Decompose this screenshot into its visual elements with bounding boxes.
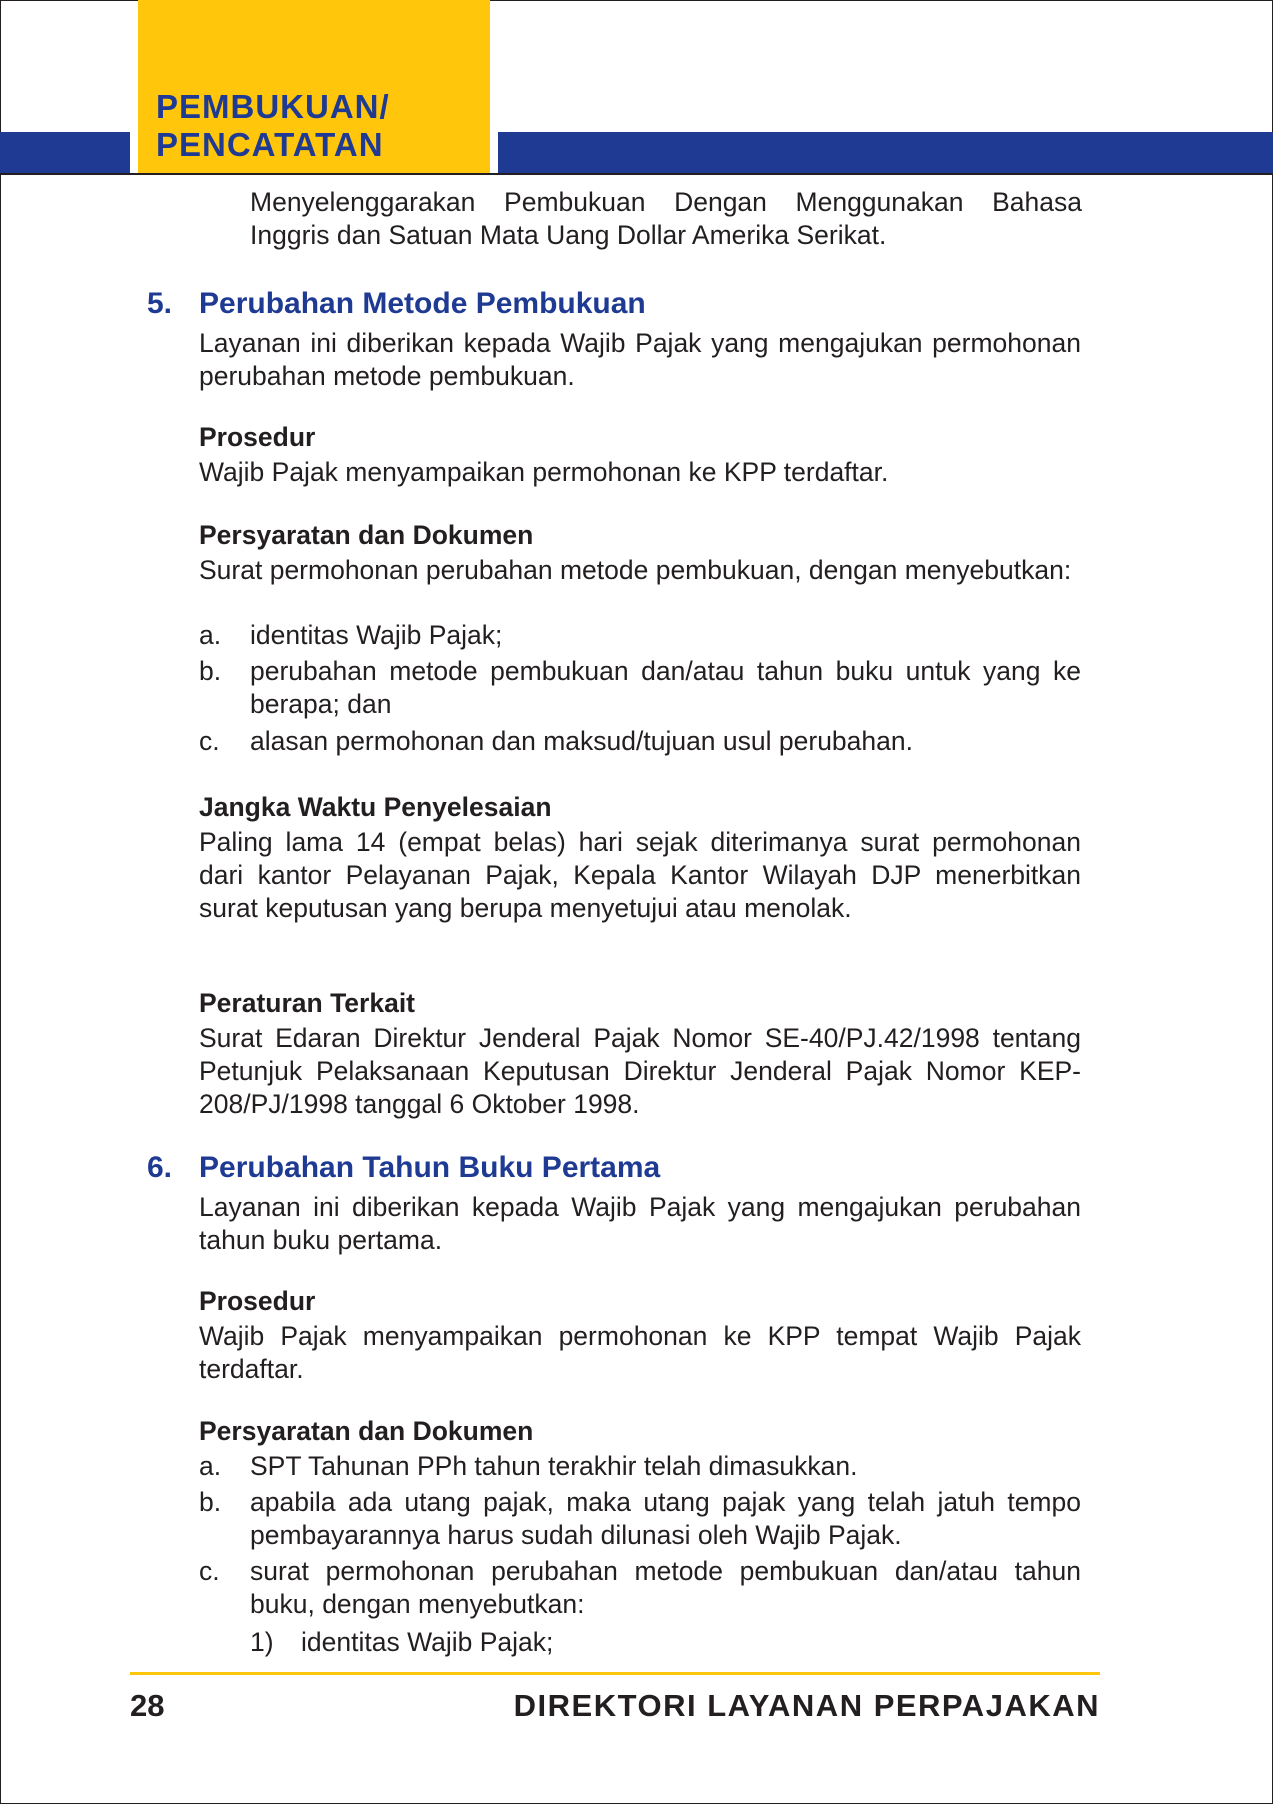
- list-marker: a.: [199, 1451, 222, 1481]
- footer-rule: [130, 1672, 1100, 1675]
- list-item: [199, 1450, 1081, 1483]
- list-marker: c.: [199, 726, 220, 756]
- list-item: [199, 1555, 1081, 1621]
- list-marker: b.: [199, 656, 222, 686]
- section5-persyaratan-heading: Persyaratan dan Dokumen: [199, 520, 534, 550]
- section6-description: Layanan ini diberikan kepada Wajib Pajak yang mengajukan perubahan tahun buku pertama.: [199, 1192, 1081, 1255]
- list-item: [199, 655, 1081, 721]
- section-tab-line2: PENCATATAN: [156, 126, 384, 163]
- section5-prosedur-heading: Prosedur: [199, 422, 316, 452]
- list-text: alasan permohonan dan maksud/tujuan usul perubahan.: [250, 726, 913, 756]
- list-marker: c.: [199, 1556, 220, 1586]
- section5-title: Perubahan Metode Pembukuan: [199, 287, 646, 320]
- list-text: identitas Wajib Pajak;: [250, 620, 503, 650]
- intro-text: Menyelenggarakan Pembukuan Dengan Menggunakan Bahasa Inggris dan Satuan Mata Uang Dollar Amerika Serikat.: [250, 187, 1082, 250]
- list-item: [199, 619, 1081, 652]
- section5-persyaratan-text: Surat permohonan perubahan metode pembukuan, dengan menyebutkan:: [199, 555, 1072, 585]
- section5-jangka-heading: Jangka Waktu Penyelesaian: [199, 792, 552, 822]
- section6-prosedur-text: Wajib Pajak menyampaikan permohonan ke KPP tempat Wajib Pajak terdaftar.: [199, 1321, 1081, 1384]
- list-text: apabila ada utang pajak, maka utang pajak yang telah jatuh tempo pembayarannya harus sudah dilunasi oleh Wajib Pajak.: [250, 1487, 1081, 1550]
- section5-description: Layanan ini diberikan kepada Wajib Pajak yang mengajukan permohonan perubahan metode pembukuan.: [199, 328, 1081, 391]
- section5-peraturan-text: Surat Edaran Direktur Jenderal Pajak Nomor SE-40/PJ.42/1998 tentang Petunjuk Pelaksanaan Keputusan Direktur Jenderal Pajak Nomor KEP-208/PJ/1998 tanggal 6 Oktober 1998.: [199, 1023, 1081, 1119]
- list-text: surat permohonan perubahan metode pembukuan dan/atau tahun buku, dengan menyebutkan:: [250, 1556, 1081, 1619]
- list-text: identitas Wajib Pajak;: [301, 1627, 554, 1657]
- list-text: perubahan metode pembukuan dan/atau tahun buku untuk yang ke berapa; dan: [250, 656, 1081, 719]
- section5-number: 5.: [147, 287, 173, 320]
- section6-prosedur-heading: Prosedur: [199, 1286, 316, 1316]
- sub-list-item: [250, 1626, 1081, 1659]
- footer-title: DIREKTORI LAYANAN PERPAJAKAN: [513, 1688, 1100, 1723]
- section6-persyaratan-heading: Persyaratan dan Dokumen: [199, 1416, 534, 1446]
- page-number: 28: [130, 1688, 165, 1723]
- section5-prosedur-text: Wajib Pajak menyampaikan permohonan ke KPP terdaftar.: [199, 457, 889, 487]
- list-marker: a.: [199, 620, 222, 650]
- section6-heading: [147, 1150, 660, 1186]
- section6-number: 6.: [147, 1151, 173, 1184]
- list-item: [199, 1486, 1081, 1552]
- section5-jangka-text: Paling lama 14 (empat belas) hari sejak diterimanya surat permohonan dari kantor Pelayanan Pajak, Kepala Kantor Wilayah DJP menerbitkan surat keputusan yang berupa menyetujui atau menolak.: [199, 827, 1081, 923]
- section5-peraturan-heading: Peraturan Terkait: [199, 988, 416, 1018]
- list-marker: 1): [250, 1627, 274, 1657]
- list-text: SPT Tahunan PPh tahun terakhir telah dimasukkan.: [250, 1451, 858, 1481]
- section-tab-line1: PEMBUKUAN/: [156, 88, 390, 125]
- list-item: [199, 725, 1081, 758]
- section6-title: Perubahan Tahun Buku Pertama: [199, 1151, 661, 1184]
- list-marker: b.: [199, 1487, 222, 1517]
- section5-heading: [147, 286, 646, 322]
